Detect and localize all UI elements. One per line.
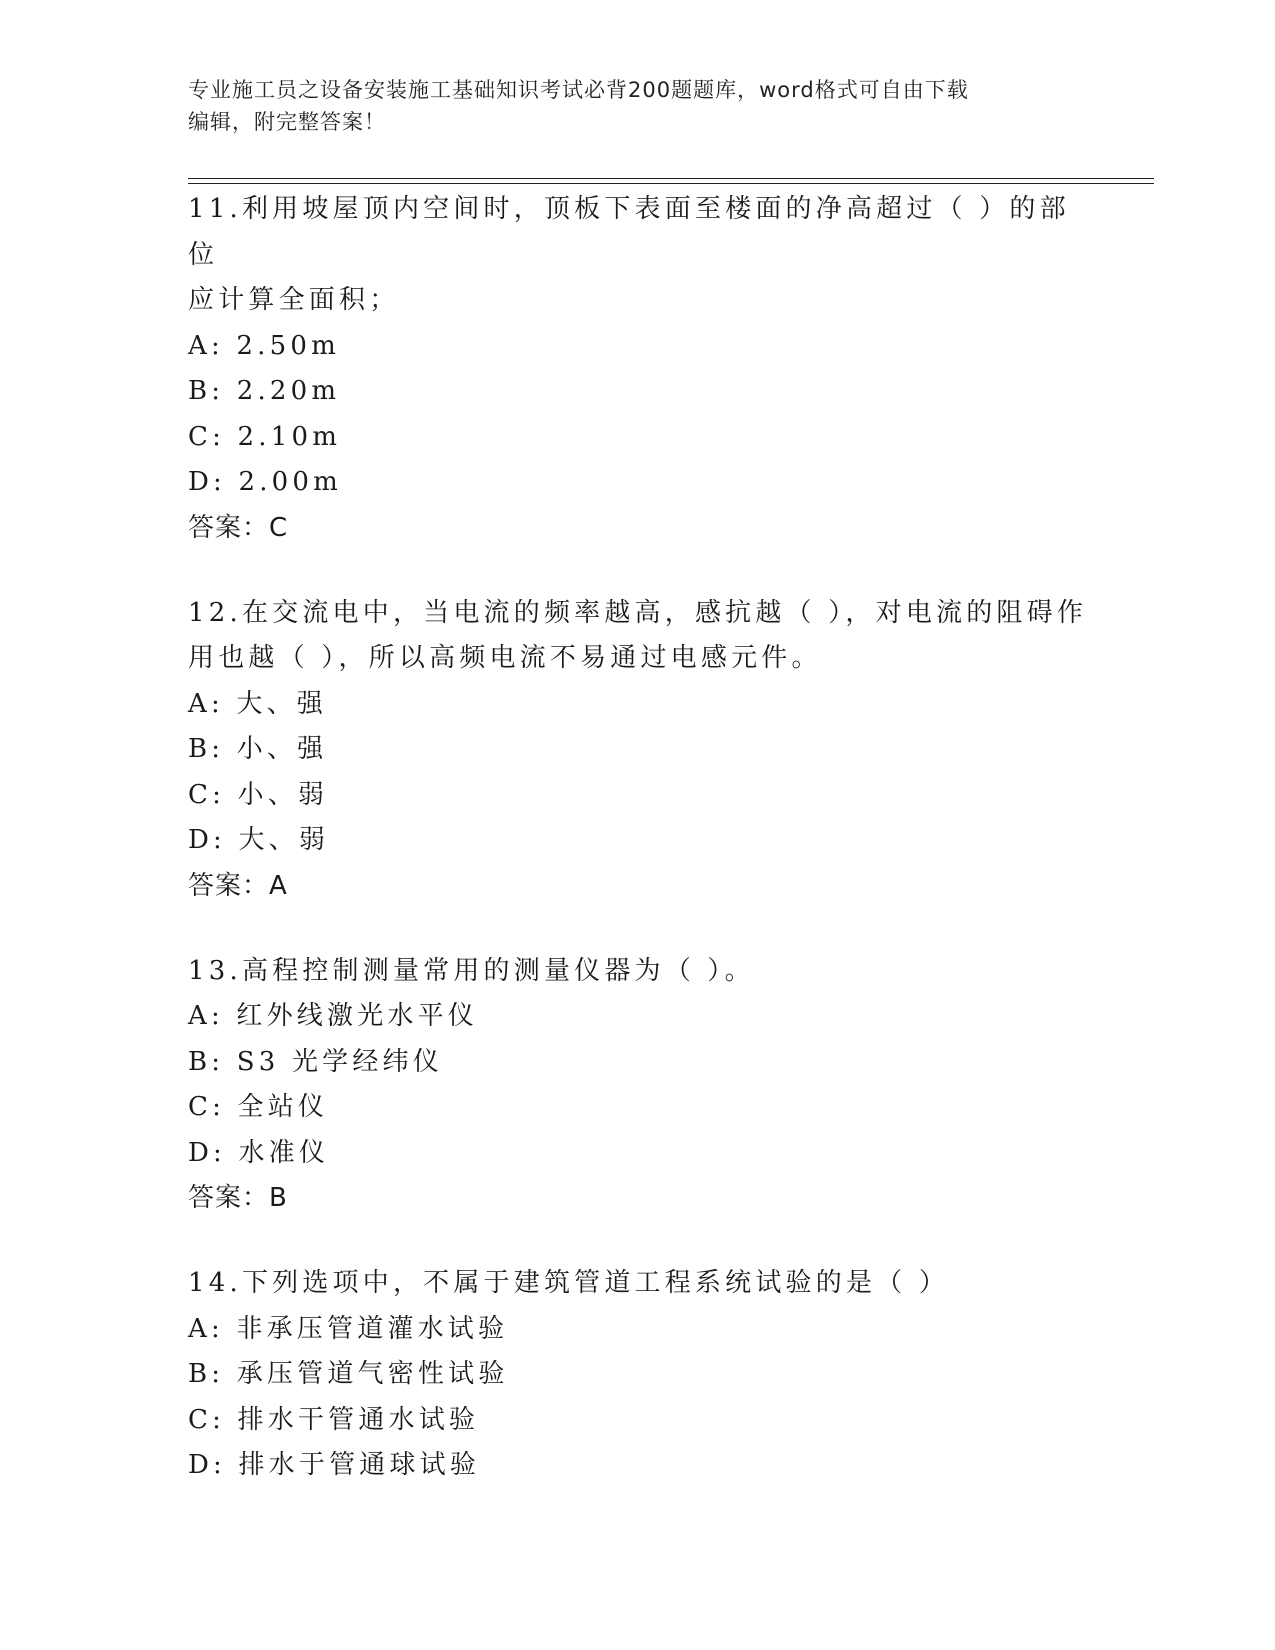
header-line-1: 专业施工员之设备安装施工基础知识考试必背200题题库，word格式可自由下载	[188, 78, 969, 102]
option-c: C: 排水干管通水试验	[188, 1404, 480, 1435]
question-stem-line: 13.高程控制测量常用的测量仪器为（ ）。	[188, 955, 755, 986]
question-13	[188, 949, 1088, 1222]
question-stem-line: 11.利用坡屋顶内空间时，顶板下表面至楼面的净高超过（ ）的部位	[188, 194, 1070, 270]
option-d: D: 水准仪	[188, 1137, 330, 1168]
question-stem-line: 14.下列选项中，不属于建筑管道工程系统试验的是（ ）	[188, 1268, 950, 1298]
header-line-2: 编辑，附完整答案！	[188, 110, 386, 134]
option-a: A: 红外线激光水平仪	[188, 1001, 479, 1031]
option-a: A: 大、强	[188, 688, 328, 719]
option-c: C: 全站仪	[188, 1092, 329, 1122]
question-stem-line: 用也越（ ），所以高频电流不易通过电感元件。	[188, 643, 822, 673]
question-11	[188, 187, 1088, 551]
option-b: B: S3 光学经纬仪	[188, 1046, 443, 1077]
option-d: D: 2.00m	[188, 467, 343, 497]
option-c: C: 小、弱	[188, 779, 329, 810]
option-d: D: 大、弱	[188, 825, 330, 855]
option-a: A: 2.50m	[188, 330, 340, 361]
question-14	[188, 1261, 1088, 1489]
question-stem-line: 12.在交流电中，当电流的频率越高，感抗越（ ），对电流的阻碍作	[188, 597, 1088, 628]
header-divider-top	[188, 178, 1154, 179]
option-b: B: 小、强	[188, 734, 328, 764]
answer: 答案：C	[188, 512, 289, 543]
question-list	[188, 187, 1088, 1529]
answer: 答案：B	[188, 1183, 288, 1213]
header-divider-bottom	[188, 183, 1154, 184]
option-b: B: 2.20m	[188, 376, 341, 406]
option-d: D: 排水于管通球试验	[188, 1450, 481, 1480]
question-stem-line: 应计算全面积；	[188, 285, 400, 315]
answer: 答案：A	[188, 870, 288, 901]
option-a: A: 非承压管道灌水试验	[188, 1313, 509, 1344]
question-12	[188, 591, 1088, 909]
document-header	[188, 74, 1068, 138]
option-b: B: 承压管道气密性试验	[188, 1359, 509, 1389]
option-c: C: 2.10m	[188, 421, 342, 452]
